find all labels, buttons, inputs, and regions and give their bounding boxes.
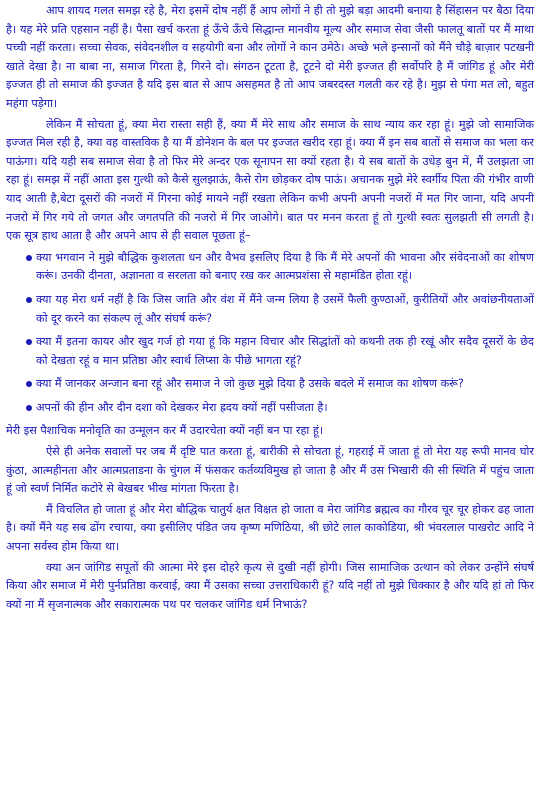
question-list [6,249,534,418]
list-item-text: क्या मैं इतना कायर और खुद गर्ज हो गया हूं कि महान विचार और सिद्धांतों को कथनी तक ही रखूं और सदैव दूसरों के छेद को देखता रहूं व मान प्रतिष्ठा और स्वार्थ लिप्सा के पीछे भागता रहूं? [36,335,534,367]
paragraph-5: मैं विचलित हो जाता हूं और मेरा बौद्धिक चातुर्य क्षत विक्षत हो जाता व मेरा जांगिड ब्रह्मत्व का गौरव चूर चूर होकर ढह जाता है। क्यों मैंने यह सब ढोंग रचाया, क्या इसीलिए पंडित जय कृष्ण मणिठिया, श्री छोटे लाल काकोडिया, श्री भंवरलाल पाखरोट आदि ने अपना सर्वस्व होम किया था। [6,502,534,554]
paragraph-4: ऐसे ही अनेक सवालों पर जब मैं दृष्टि पात करता हूं, बारीकी से सोचता हूं, गहराई में जाता हूं तो मेरा यह रूपी मानव घोर कुंठा, आत्महीनता और आत्मप्रताडना के चुंगल में फंसकर कर्तव्यविमुख हो जाता है और मैं उस भिखारी की सी स्थिति में पहुंच जाता हूं जो स्वर्ण निर्मित कटोरे से बेखबर भीख मांगता फिरता है। [6,445,534,496]
list-item [6,291,534,328]
paragraph-6: क्या अन जांगिड सपूतों की आत्मा मेरे इस दोहरे कृत्य से दुखी नहीं होगी। जिस सामाजिक उत्थान को लेकर उन्होंने संघर्ष किया और समाज में मेरी पुर्नप्रतिष्ठा करवाई, क्या मैं उसका सच्चा उत्तराधिकारी हूं? यदि नहीं तो मुझे धिक्कार है और यदि हां तो फिर क्यों ना मैं सृजनात्मक और सकारात्मक पथ पर चलकर जांगिड धर्म निभाऊं? [6,560,534,611]
list-item [6,399,534,418]
list-item-text: क्या यह मेरा धर्म नहीं है कि जिस जाति और वंश में मैंने जन्म लिया है उसमें फैली कुण्ठाओं, कुरीतियों और अवांछनीयताओं को दूर करने का संकल्प लूं और संघर्ष करूं? [36,292,534,325]
bullet-icon [26,339,32,345]
bullet-icon [26,381,32,387]
bullet-icon [26,405,32,411]
bullet-icon [26,255,32,261]
list-item [6,249,534,286]
document-page [6,2,534,616]
list-item [6,375,534,394]
list-item-text: अपनों की हीन और दीन दशा को देखकर मेरा ह्रदय क्यों नहीं पसीजता है। [36,400,328,414]
list-item-text: क्या मैं जानकर अन्जान बना रहूं और समाज ने जो कुछ मुझे दिया है उसके बदले में समाज का शोषण करूं? [36,377,464,391]
list-item-text: क्या भगवान ने मुझे बौद्धिक कुशलता धन और वैभव इसलिए दिया है कि मैं मेरे अपनों की भावना और संवेदनाओं का शोषण करूं। उनकी दीनता, अज्ञानता व सरलता को बनाए रख कर आत्मप्रशंसा से महामंडित होता रहूं। [36,250,534,283]
list-item [6,333,534,370]
bullet-icon [26,297,32,303]
paragraph-3: मेरी इस पैशाचिक मनोवृति का उन्मूलन कर मैं उदारचेता क्यों नहीं बन पा रहा हूं। [6,424,324,438]
paragraph-1: आप शायद गलत समझ रहे है, मेरा इसमें दोष नहीं हैं आप लोगों ने ही तो मुझे बड़ा आदमी बनाया है सिंहासन पर बैठा दिया है। यह मेरे प्रति एहसान नहीं है। पैसा खर्च करता हूं ऊँचे ऊँचे सिद्धान्त मानवीय मूल्य और समाज सेवा जैसी फालतू बातों पर मैं माथा पच्ची नहीं करता। सच्चा सेवक, संवेदनशील व सहयोगी बना और लोगों ने कान उमेठे। अच्छे भले इन्सानों को मैंने चौड़े बाज़ार पटखनी खाते देखा है। ना बाबा ना, समाज गिरता है, गिरने दो। संगठन टूटता है, टूटने दो मेरी इज्जत ही सर्वोपरि है मैं जांगिड हूं और मेरी इज्जत ही तो समाज की इज्जत है यदि इस बात से आप असहमत है तो आप जबरदस्त गलती कर रहे है। मुझ से पंगा मत लो, बहुत महंगा पड़ेगा। [6,4,534,110]
paragraph-2: लेकिन मैं सोचता हूं, क्या मेरा रास्ता सही हैं, क्या मैं मेरे साथ और समाज के साथ न्याय कर रहा हूं। मुझे जो सामाजिक इज्जत मिल रही है, क्या वह वास्तविक है या मैं डोनेशन के बल पर इज्जत खरीद रहा हूं। क्या मैं इन सब बातों से समाज का भला कर पाऊंगा। यदि यही सब समाज सेवा है तो फिर मेरे अन्दर एक सूनापन सा क्यों रहता है। ये सब बातों के उधेड़ बुन में, मैं उलझता जा रहा हूं। समझ में नहीं आता इस गुत्थी को कैसे सुलझाऊं, कैसे रोग छोड़कर दोष पाऊं। अचानक मुझे मेरे स्वर्गीय पिता की गंभीर वाणी याद आती है,बेटा दूसरों की नजरों में गिरना कोई मायने नहीं रखता लेकिन कभी अपनी अपनी नजरों में मत गिर जाना, यदि अपनी नजरो में गिर गये तो जगत और जगतपति की नजरो में गिर जाओगे। बात पर मनन करता हूं तो गुत्थी स्वतः सुलझती सी लगती है। एक सूत्र हाथ आता है और अपने आप से ही सवाल पूछता हूं– [6,117,534,243]
